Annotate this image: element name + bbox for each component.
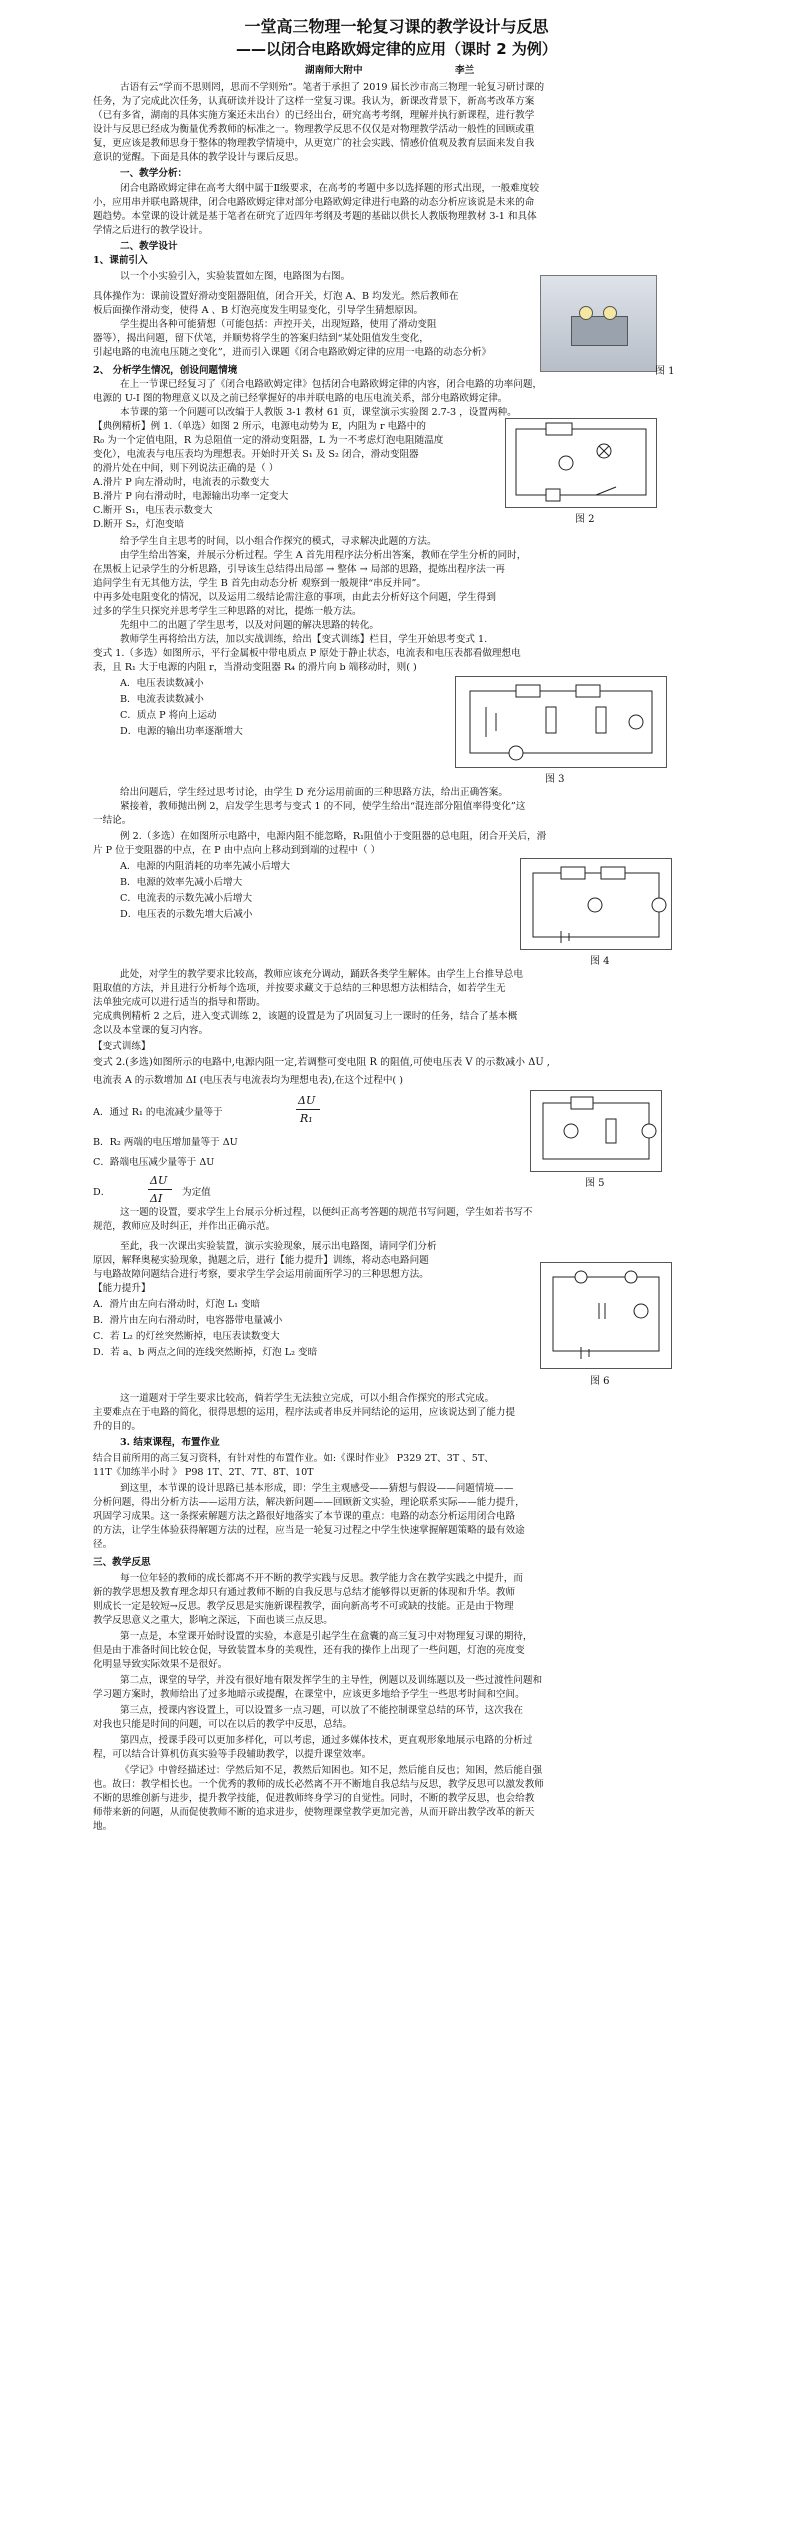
option-line: C.断开 S₁，电压表示数变大 (93, 505, 213, 516)
paragraph-line: 紧接着，教师抛出例 2，启发学生思考与变式 1 的不同，使学生给出“混连部分阻值率得变化”这 (120, 801, 526, 812)
option-line: A．滑片由左向右滑动时，灯泡 L₁ 变暗 (93, 1299, 261, 1310)
paragraph-line: 阻取值的方法，并且进行分析每个选项，并按要求藏文于总结的三种思想方法相结合，如若学生无 (93, 983, 506, 994)
figure-caption: 图 1 (655, 366, 675, 377)
paragraph-line: 器等），揭出问题，留下伏笔，并顺势将学生的答案归结到“某处阻值发生变化， (93, 333, 429, 344)
paragraph-line: 这一题的设置，要求学生上台展示分析过程，以便纠正高考答题的规范书写问题，学生如若书写不 (120, 1207, 533, 1218)
paragraph-line: 引起电路的电流电压随之变化”，进而引入课题《闭合电路欧姆定律的应用一电路的动态分析》 (93, 347, 492, 358)
paragraph-line: 则成长一定是较短→反思。教学反思是实施新课程教学，面向新高考不可或缺的技能。正是由于物理 (93, 1601, 514, 1612)
paragraph-line: 学生提出各种可能猜想（可能包括：声控开关，出现短路，使用了滑动变阻 (120, 319, 437, 330)
subsection-heading: 2、 分析学生情况，创设问题情境 (93, 365, 238, 376)
paragraph-line: 【能力提升】 (93, 1283, 151, 1294)
paragraph-line: 一结论。 (93, 815, 132, 826)
paragraph-line: 以一个小实验引入，实验装置如左图，电路图为右图。 (120, 271, 351, 282)
math-numerator: ΔU (298, 1094, 316, 1107)
paragraph-line: 地。 (93, 1821, 113, 1832)
option-line: B.滑片 P 向右滑动时，电源输出功率一定变大 (93, 491, 289, 502)
option-line: B．电流表读数减小 (120, 694, 204, 705)
option-line: C．路端电压减少量等于 ΔU (93, 1157, 215, 1168)
paragraph-line: 变式 1.（多选）如图所示，平行金属板中带电质点 P 原处于静止状态，电流表和电压表都看做理想电 (93, 648, 521, 659)
paragraph-line: 【变式训练】 (93, 1041, 151, 1052)
math-numerator: ΔU (150, 1174, 168, 1187)
paragraph-line: R₀ 为一个定值电阻，R 为总阻值一定的滑动变阻器，L 为一不考虑灯泡电阻随温度 (93, 435, 444, 446)
figure-caption: 图 5 (585, 1178, 605, 1189)
paragraph-line: 也。故曰：教学相长也。一个优秀的教师的成长必然离不开不断地自我总结与反思，教学反思可以激发教师 (93, 1779, 544, 1790)
circuit-diagram-fig4 (520, 858, 672, 950)
paragraph-line: 径。 (93, 1539, 113, 1550)
school-name: 湖南师大附中 (305, 65, 363, 76)
option-line: B．电源的效率先减小后增大 (120, 877, 243, 888)
paragraph-line: 小，应用串并联电路规律，闭合电路欧姆定律对部分电路欧姆定律进行电路的动态分析应该说是未来的命 (93, 197, 535, 208)
fraction-bar (148, 1189, 172, 1190)
paragraph-line: 师带来新的问题，从而促使教师不断的追求进步，使物理课堂教学更加完善，从而开辟出教学改革的新天 (93, 1807, 535, 1818)
math-denominator: ΔI (150, 1192, 163, 1205)
section-heading: 三、教学反思 (93, 1557, 151, 1568)
paragraph-line: 追问学生有无其他方法，学生 B 首先由动态分析 观察到一般规律“串反并同”。 (93, 578, 427, 589)
paragraph-line: 对我也只能是时间的问题，可以在以后的教学中反思，总结。 (93, 1719, 353, 1730)
paragraph-line: 中再多处电阻变化的情况，以及运用二级结论需注意的事项，由此去分析好这个问题，学生得到 (93, 592, 496, 603)
option-line: A．电源的内阻消耗的功率先减小后增大 (120, 861, 291, 872)
paragraph-line: 古语有云“学而不思则罔，思而不学则殆”。笔者于承担了 2019 届长沙市高三物理一轮复习研讨课的 (120, 82, 545, 93)
figure-caption: 图 4 (590, 956, 610, 967)
paragraph-line: 第三点，授课内容设置上，可以设置多一点习题，可以放了不能控制课堂总结的环节，这次我在 (120, 1705, 523, 1716)
option-line: A．电压表读数减小 (120, 678, 204, 689)
paragraph-line: 复，更应该是教师思身于整体的物理教学情境中，从更宽广的社会实践、情感价值观及教育层面来发自我 (93, 138, 535, 149)
paragraph-line: 片 P 位于变阻器的中点，在 P 由中点向上移动到到端的过程中（ ） (93, 845, 381, 856)
paragraph-line: 到这里，本节课的设计思路已基本形成，即：学生主观感受——猜想与假设——问题情境—— (120, 1483, 514, 1494)
option-line: A.滑片 P 向左滑动时，电流表的示数变大 (93, 477, 270, 488)
paragraph-line: 由学生给出答案，并展示分析过程。学生 A 首先用程序法分析出答案，教师在学生分析的同时， (120, 550, 527, 561)
paragraph-line: 闭合电路欧姆定律在高考大纲中属于Ⅱ级要求，在高考的考题中多以选择题的形式出现，一般难度较 (120, 183, 540, 194)
paragraph-line: 过多的学生只探究并思考学生三种思路的对比，提炼一般方法。 (93, 606, 362, 617)
paragraph-line: 规范，教师应及时纠正，并作出正确示范。 (93, 1221, 276, 1232)
paragraph-line: 第四点，授课手段可以更加多样化，可以考虑，通过多媒体技术，更直观形象地展示电路的分析过 (120, 1735, 533, 1746)
math-denominator: R₁ (300, 1112, 313, 1125)
circuit-diagram-fig5 (530, 1090, 662, 1172)
paragraph-line: 的滑片处在中间，则下列说法正确的是（ ） (93, 463, 279, 474)
paragraph-line: 与电路故障问题结合进行考察，要求学生学会运用前面所学习的三种思想方法。 (93, 1269, 429, 1280)
paragraph-line: 化明显导致实际效果不是很好。 (93, 1659, 228, 1670)
figure-caption: 图 6 (590, 1376, 610, 1387)
paragraph-line: 在黑板上记录学生的分析思路，引导该生总结得出局部 → 整体 → 局部的思路，提炼出程序法一再 (93, 564, 506, 575)
paragraph-line: （已有多省，湖南的具体实施方案还未出台）的已经出台，研究高考考纲，理解并执行新课程，进行教学 (93, 110, 535, 121)
paragraph-line: 至此，我一次课出实验装置，演示实验现象，展示出电路图，请同学们分析 (120, 1241, 437, 1252)
paragraph-line: 但是由于准备时间比较仓促，导致装置本身的美观性，还有我的操作上出现了一些问题，灯泡的亮度变 (93, 1645, 525, 1656)
paragraph-line: 程，可以结合计算机仿真实验等手段辅助教学，以提升课堂效率。 (93, 1749, 372, 1760)
paragraph-line: 这一道题对于学生要求比较高，倘若学生无法独立完成，可以小组合作探究的形式完成。 (120, 1393, 495, 1404)
option-line: C．若 L₂ 的灯丝突然断掉，电压表读数变大 (93, 1331, 280, 1342)
section-heading: 一、教学分析： (120, 168, 188, 179)
paragraph-line: 不断的思维创新与进步，提升教学技能，促进教师终身学习的自觉性。同时，不断的教学反思，也会给教 (93, 1793, 535, 1804)
circuit-diagram-fig6 (540, 1262, 672, 1369)
option-line: 为定值 (182, 1187, 211, 1198)
paragraph-line: 《学记》中曾经描述过：学然后知不足，教然后知困也。知不足，然后能自反也；知困，然后能自强 (120, 1765, 543, 1776)
paragraph-line: 第二点，课堂的导学，并没有很好地有限发挥学生的主导性，例题以及训练题以及一些过渡性问题和 (120, 1675, 543, 1686)
section-heading: 二、教学设计 (120, 241, 178, 252)
paragraph-line: 具体操作为：课前设置好滑动变阻器阻值，闭合开关，灯泡 A、B 均发光。然后教师在 (93, 291, 459, 302)
paragraph-line: 教师学生再将给出方法，加以实战训练，给出【变式训练】栏目，学生开始思考变式 1. (120, 634, 488, 645)
option-line: D．电压表的示数先增大后减小 (120, 909, 253, 920)
paragraph-line: 本节课的第一个问题可以改编于人教版 3-1 教材 61 页，课堂演示实验图 2.7-3 ，设置两种。 (120, 407, 517, 418)
paragraph-line: 11T《加练半小时 》 P98 1T、2T、7T、8T、10T (93, 1467, 314, 1478)
paragraph-line: 先组中二的出题了学生思考，以及对问题的解决思路的转化。 (120, 620, 380, 631)
paragraph-line: 此处，对学生的教学要求比较高，教师应该充分调动，踊跃各类学生解体。由学生上台推导总电 (120, 969, 523, 980)
experiment-photo (540, 275, 657, 372)
paragraph-line: 题趋势。本堂课的设计就是基于笔者在研究了近四年考纲及考题的基础以供长人教版物理教材 3-1 和具体 (93, 211, 537, 222)
paragraph-line: 原因，解释奥秘实验现象，抛题之后，进行【能力提升】训练，将动态电路问题 (93, 1255, 429, 1266)
paragraph-line: 变式 2.(多选)如图所示的电路中,电源内阻一定,若调整可变电阻 R 的阻值,可使电压表 V 的示数减小 ΔU , (93, 1057, 550, 1068)
paragraph-line: 结合目前所用的高三复习资料，有针对性的布置作业。如:《课时作业》 P329 2T、3T 、5T、 (93, 1453, 494, 1464)
option-line: D．若 a、b 两点之间的连线突然断掉，灯泡 L₂ 变暗 (93, 1347, 318, 1358)
paragraph-line: 每一位年轻的教师的成长都离不开不断的教学实践与反思。教学能力含在教学实践之中提升，而 (120, 1573, 523, 1584)
option-line: D．电源的输出功率逐渐增大 (120, 726, 243, 737)
paragraph-line: 在上一节课已经复习了《闭合电路欧姆定律》包括闭合电路欧姆定律的内容，闭合电路的功率问题， (120, 379, 543, 390)
paragraph-line: 例 2.（多选）在如图所示电路中，电源内阻不能忽略，R₁阻值小于变阻器的总电阻，闭合开关后，滑 (120, 831, 547, 842)
paragraph-line: 主要难点在于电路的简化，很得思想的运用，程序法或者串反并同结论的运用，应该说达到了能力提 (93, 1407, 516, 1418)
subsection-heading: 1、课前引入 (93, 255, 148, 266)
paragraph-line: 学习题方案时，教师给出了过多地暗示或提醒，在课堂中，应该更多地给予学生一些思考时间和空间。 (93, 1689, 525, 1700)
option-line: A．通过 R₁ 的电流减少量等于 (93, 1107, 223, 1118)
circuit-diagram-fig2 (505, 418, 657, 508)
option-line: C．电流表的示数先减小后增大 (120, 893, 253, 904)
paragraph-line: 意识的觉醒。下面是具体的教学设计与课后反思。 (93, 152, 305, 163)
option-line: B．R₂ 两端的电压增加量等于 ΔU (93, 1137, 238, 1148)
paragraph-line: 表，且 R₁ 大于电源的内阻 r，当滑动变阻器 R₄ 的滑片向 b 端移动时，则( ) (93, 662, 417, 673)
paragraph-line: 电流表 A 的示数增加 ΔI (电压表与电流表均为理想电表),在这个过程中( ) (93, 1075, 403, 1086)
document-title: 一堂高三物理一轮复习课的教学设计与反思 (244, 17, 549, 36)
subsection-heading: 3. 结束课程，布置作业 (120, 1437, 220, 1448)
option-line: D． (93, 1187, 111, 1198)
paragraph-line: 变化），电流表与电压表均为理想表。开始时开关 S₁ 及 S₂ 闭合，滑动变阻器 (93, 449, 419, 460)
paragraph-line: 的方法，让学生体验获得解题方法的过程，应当是一轮复习过程之中学生快速掌握解题策略的最有效途 (93, 1525, 525, 1536)
paragraph-line: 板后面操作滑动变，使得 A 、B 灯泡亮度发生明显变化，引导学生猜想原因。 (93, 305, 424, 316)
author-name: 李兰 (455, 65, 475, 76)
paragraph-line: 任务，为了完成此次任务，认真研读并设计了这样一堂复习课。我认为，新课改背景下，新高考改革方案 (93, 96, 535, 107)
figure-caption: 图 3 (545, 774, 565, 785)
paragraph-line: 念以及本堂课的复习内容。 (93, 1025, 209, 1036)
option-line: B．滑片由左向右滑动时，电容器带电量减小 (93, 1315, 283, 1326)
paragraph-line: 电源的 U-I 图的物理意义以及之前已经掌握好的串并联电路的电压电流关系，部分电路欧姆定律。 (93, 393, 508, 404)
circuit-diagram-fig3 (455, 676, 667, 768)
figure-caption: 图 2 (575, 514, 595, 525)
paragraph-line: 法单独完成可以进行适当的指导和帮助。 (93, 997, 266, 1008)
paragraph-line: 巩固学习成果。这一条探索解题方法之路很好地落实了本节课的重点：电路的动态分析运用闭合电路 (93, 1511, 516, 1522)
paragraph-line: 新的教学思想及教育理念却只有通过教师不断的自我反思与总结才能够得以更新的体现和升华。教师 (93, 1587, 516, 1598)
document-subtitle: ——以闭合电路欧姆定律的应用（课时 2 为例） (236, 40, 557, 58)
paragraph-line: 第一点是，本堂课开始时设置的实验，本意是引起学生在盒囊的高三复习中对物理复习课的期待， (120, 1631, 533, 1642)
paragraph-line: 【典例精析】例 1.（单选）如图 2 所示，电源电动势为 E，内阻为 r 电路中的 (93, 421, 426, 432)
paragraph-line: 设计与反思已经成为衡量优秀教师的标准之一。物理教学反思不仅仅是对物理教学活动一般性的回顾或重 (93, 124, 535, 135)
paragraph-line: 完成典例精析 2 之后，进入变式训练 2，该题的设置是为了巩固复习上一课时的任务，结合了基本概 (93, 1011, 518, 1022)
paragraph-line: 给出问题后，学生经过思考讨论，由学生 D 充分运用前面的三种思路方法，给出正确答案。 (120, 787, 508, 798)
paragraph-line: 分析问题，得出分析方法——运用方法，解决新问题——回顾新文实验，理论联系实际——能力提升， (93, 1497, 525, 1508)
paragraph-line: 学情之后进行的教学设计。 (93, 225, 209, 236)
option-line: D.断开 S₂，灯泡变暗 (93, 519, 185, 530)
paragraph-line: 给予学生自主思考的时间，以小组合作探究的模式，寻求解决此题的方法。 (120, 536, 437, 547)
paragraph-line: 教学反思意义之重大，影响之深远，下面也谈三点反思。 (93, 1615, 333, 1626)
paragraph-line: 升的目的。 (93, 1421, 141, 1432)
fraction-bar (296, 1109, 320, 1110)
option-line: C．质点 P 将向上运动 (120, 710, 217, 721)
